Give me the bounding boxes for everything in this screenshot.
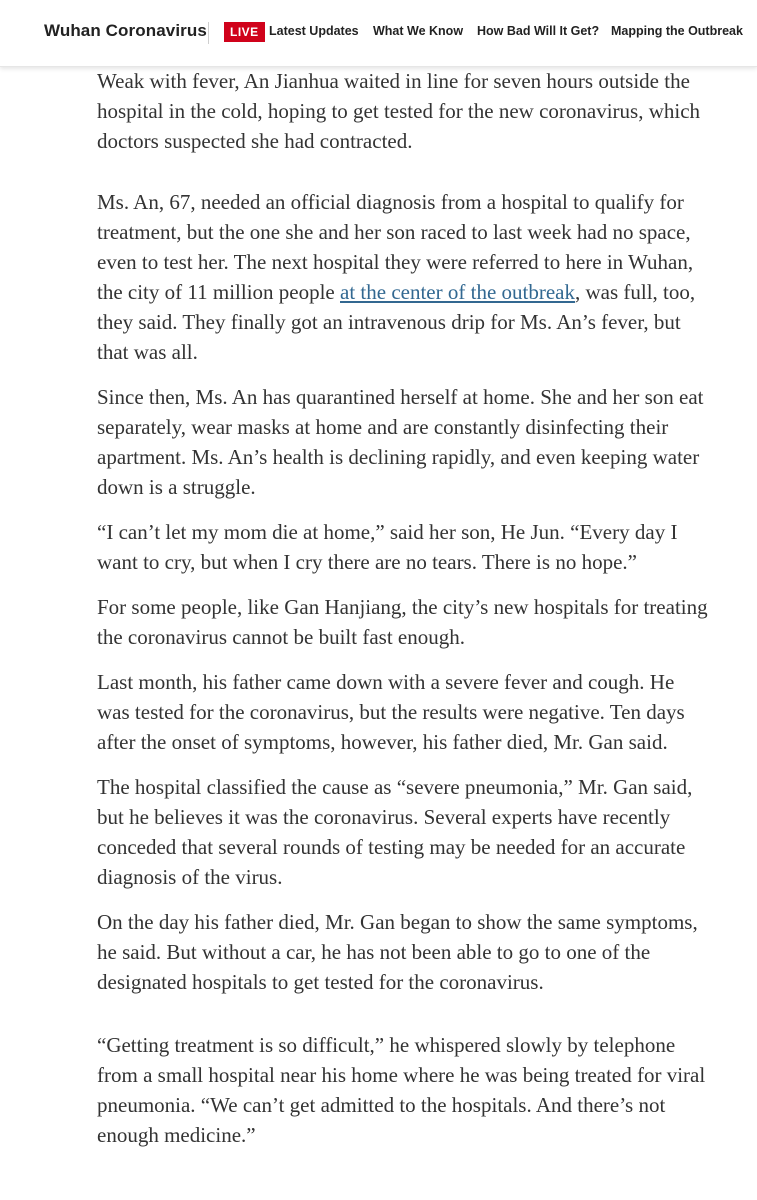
nav-latest-updates[interactable]: Latest Updates [269, 24, 359, 38]
article-paragraph: On the day his father died, Mr. Gan began to show the same symptoms, he said. But without a car, he has not been able to go to one of the designated hospitals to get tested for the coronavirus. [97, 910, 698, 994]
outbreak-center-link[interactable]: at the center of the outbreak [340, 280, 575, 304]
nav-mapping-the-outbreak[interactable]: Mapping the Outbreak [611, 24, 743, 38]
article-paragraph: The hospital classified the cause as “severe pneumonia,” Mr. Gan said, but he believes it was the coronavirus. Several experts have recently conceded that several rounds of testing may be needed for an accurate diagnosis of the virus. [97, 775, 693, 889]
paragraph-text: Ms. An, 67, needed an official diagnosis from a hospital to qualify for treatment, but the one she and her son raced to last week had no space, even to test her. The next hospital they were referred to here in Wuhan, the city of 11 million people [97, 190, 694, 304]
paragraph-text: , was full, too, they said. They finally got an intravenous drip for Ms. An’s fever, but that was all. [97, 280, 696, 364]
header-divider [208, 22, 209, 44]
article-paragraph: Since then, Ms. An has quarantined herself at home. She and her son eat separately, wear masks at home and are constantly disinfecting their apartment. Ms. An’s health is declining rapidly, and even keeping water down is a struggle. [97, 385, 704, 499]
article-paragraph [97, 187, 712, 367]
article-paragraph: “Getting treatment is so difficult,” he whispered slowly by telephone from a small hospital near his home where he was being treated for viral pneumonia. “We can’t get admitted to the hospitals. And there’s not enough medicine.” [97, 1033, 706, 1147]
article-paragraph: Weak with fever, An Jianhua waited in line for seven hours outside the hospital in the cold, hoping to get tested for the new coronavirus, which doctors suspected she had contracted. [97, 69, 701, 153]
article-paragraph: Last month, his father came down with a severe fever and cough. He was tested for the coronavirus, but the results were negative. Ten days after the onset of symptoms, however, his father died, Mr. Gan said. [97, 670, 685, 754]
article-body [97, 66, 712, 1150]
nav-how-bad-will-it-get[interactable]: How Bad Will It Get? [477, 24, 600, 38]
section-title-link[interactable]: Wuhan Coronavirus [44, 21, 207, 40]
nav-what-we-know[interactable]: What We Know [373, 24, 464, 38]
live-badge: LIVE [224, 22, 265, 42]
article-paragraph: “I can’t let my mom die at home,” said her son, He Jun. “Every day I want to cry, but when I cry there are no tears. There is no hope.” [97, 520, 678, 574]
top-navigation-bar [0, 0, 757, 67]
article-paragraph: For some people, like Gan Hanjiang, the city’s new hospitals for treating the coronavirus cannot be built fast enough. [97, 595, 708, 649]
